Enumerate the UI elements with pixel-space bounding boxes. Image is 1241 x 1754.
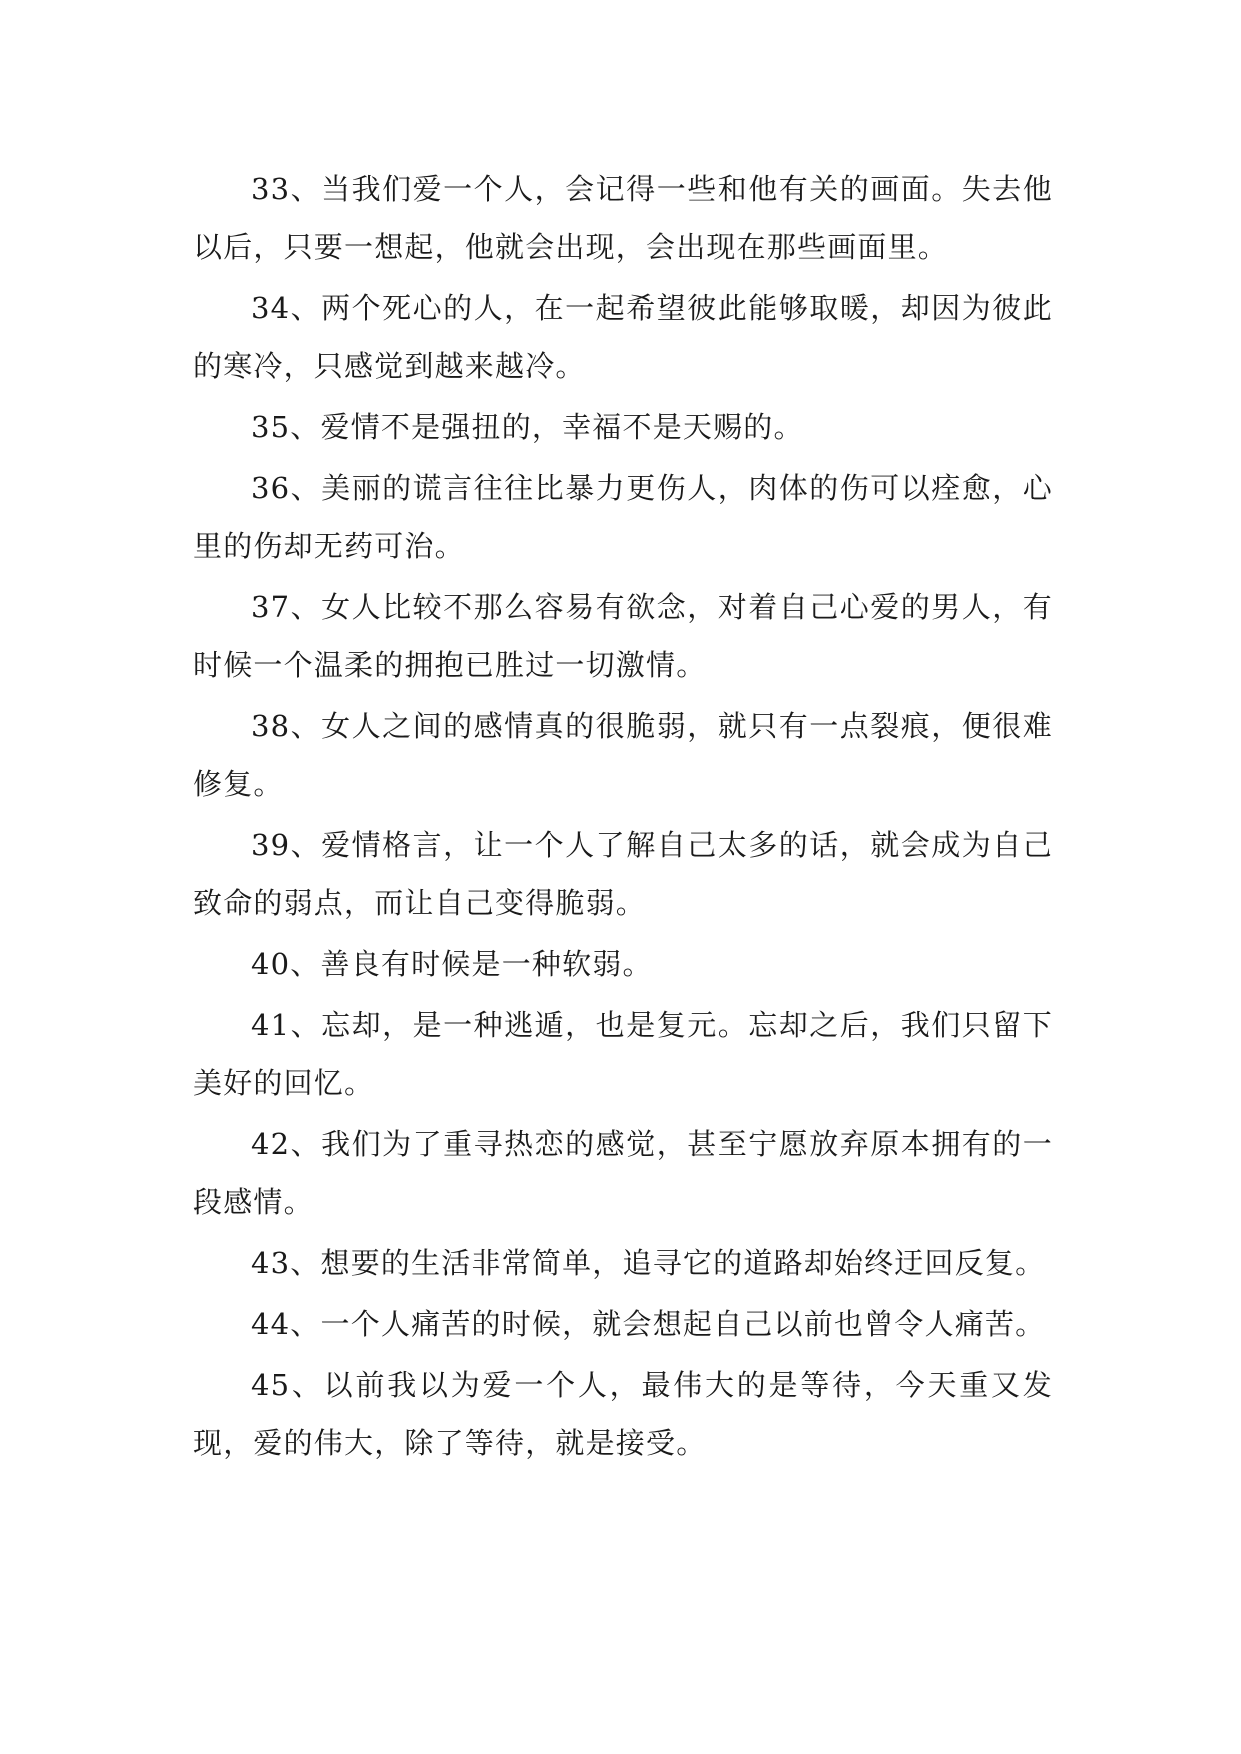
- paragraph-41: 41、忘却，是一种逃遁，也是复元。忘却之后，我们只留下美好的回忆。: [193, 1008, 1053, 1100]
- paragraph-40: 40、善良有时候是一种软弱。: [251, 947, 653, 981]
- paragraph-33: 33、当我们爱一个人，会记得一些和他有关的画面。失去他以后，只要一想起，他就会出现，会出现在那些画面里。: [193, 172, 1053, 264]
- paragraph-45: 45、以前我以为爱一个人，最伟大的是等待，今天重又发现，爱的伟大，除了等待，就是接受。: [193, 1368, 1053, 1460]
- document-body: [193, 160, 1053, 1475]
- paragraph-43: 43、想要的生活非常简单，追寻它的道路却始终迂回反复。: [251, 1246, 1046, 1280]
- paragraph-34: 34、两个死心的人，在一起希望彼此能够取暖，却因为彼此的寒冷，只感觉到越来越冷。: [193, 291, 1053, 383]
- paragraph-37: 37、女人比较不那么容易有欲念，对着自己心爱的男人，有时候一个温柔的拥抱已胜过一切激情。: [193, 590, 1053, 682]
- paragraph-44: 44、一个人痛苦的时候，就会想起自己以前也曾令人痛苦。: [251, 1307, 1046, 1341]
- paragraph-38: 38、女人之间的感情真的很脆弱，就只有一点裂痕，便很难修复。: [193, 709, 1053, 801]
- paragraph-36: 36、美丽的谎言往往比暴力更伤人，肉体的伤可以痊愈，心里的伤却无药可治。: [193, 471, 1053, 563]
- paragraph-42: 42、我们为了重寻热恋的感觉，甚至宁愿放弃原本拥有的一段感情。: [193, 1127, 1053, 1219]
- paragraph-39: 39、爱情格言，让一个人了解自己太多的话，就会成为自己致命的弱点，而让自己变得脆弱。: [193, 828, 1053, 920]
- paragraph-35: 35、爱情不是强扭的，幸福不是天赐的。: [251, 410, 804, 444]
